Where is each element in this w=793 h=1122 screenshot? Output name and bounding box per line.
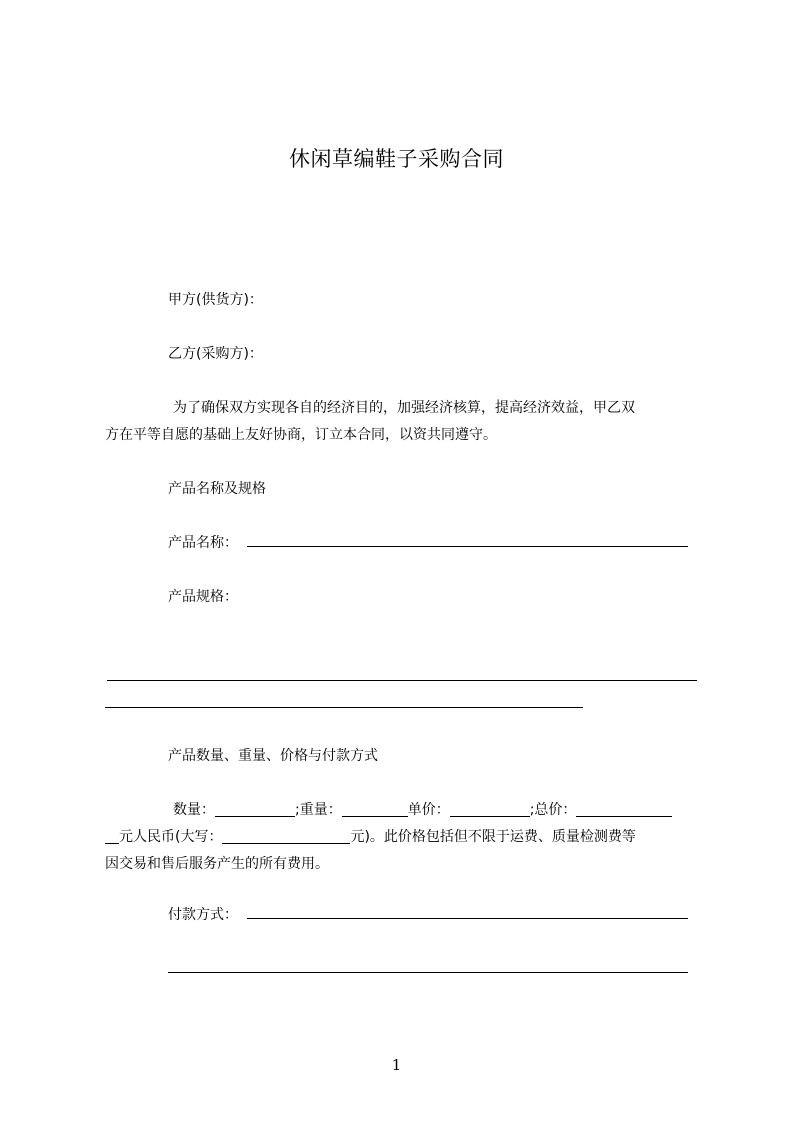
total-price-label: ;总价： — [529, 802, 577, 818]
payment-method-blank — [247, 918, 688, 919]
page-number: 1 — [391, 1056, 402, 1074]
product-spec-blank-line-1 — [107, 680, 697, 681]
rmb-uppercase-blank — [222, 829, 350, 844]
party-b-label: 乙方(采购方)： — [168, 346, 263, 362]
preamble-line-1: 为了确保双方实现各自的经济目的，加强经济核算，提高经济效益，甲乙双 — [173, 400, 635, 416]
total-price-blank — [576, 802, 672, 817]
weight-blank — [342, 802, 408, 817]
payment-method-label: 付款方式： — [168, 907, 238, 923]
preamble-line-2: 方在平等自愿的基础上友好协商，订立本合同，以资共同遵守。 — [105, 427, 497, 443]
weight-label: ;重量： — [295, 802, 342, 818]
contract-title: 休闲草编鞋子采购合同 — [289, 147, 504, 171]
payment-method-blank-line-2 — [168, 972, 688, 973]
rmb-label: 元人民币(大写： — [119, 829, 223, 845]
rmb-tail-text: 元)。此价格包括但不限于运费、质量检测费等 — [350, 829, 636, 845]
section-heading-quantity-price: 产品数量、重量、价格与付款方式 — [168, 748, 378, 764]
party-a-label: 甲方(供货方)： — [168, 292, 263, 308]
product-name-label: 产品名称： — [168, 535, 238, 551]
quantity-price-line-1 — [173, 802, 672, 819]
unit-price-label: 单价： — [407, 802, 450, 818]
product-spec-blank-line-2 — [105, 707, 583, 708]
quantity-price-line-3: 因交易和售后服务产生的所有费用。 — [105, 856, 329, 872]
total-price-blank-continued — [105, 829, 119, 844]
product-spec-label: 产品规格： — [168, 589, 238, 605]
quantity-blank — [215, 802, 295, 817]
quantity-price-line-2 — [105, 829, 636, 846]
product-name-blank — [247, 546, 688, 547]
unit-price-blank — [450, 802, 530, 817]
section-heading-product: 产品名称及规格 — [168, 481, 266, 497]
quantity-label: 数量： — [173, 802, 215, 818]
